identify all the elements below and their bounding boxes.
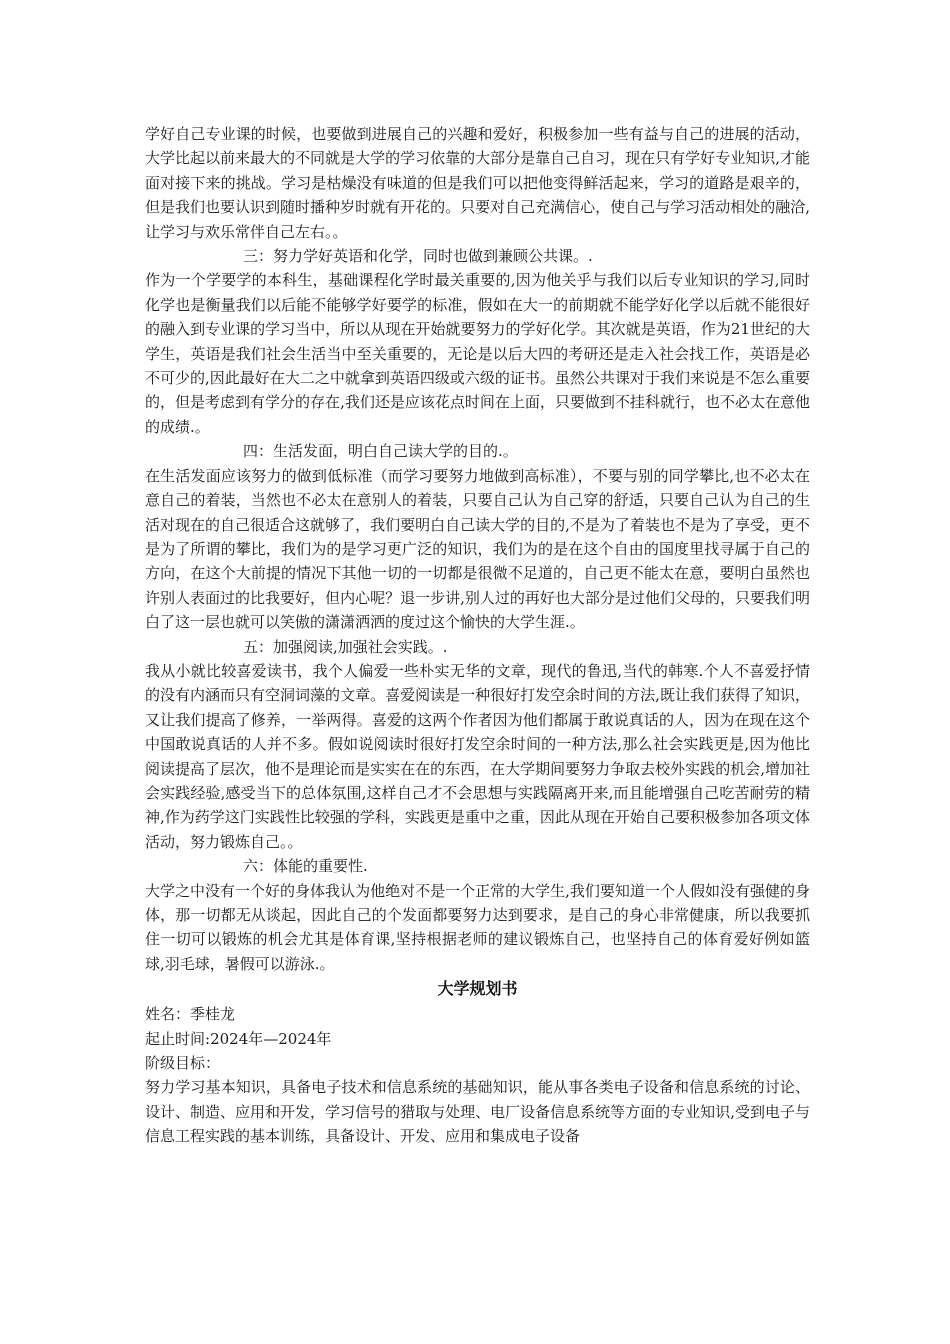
section-5-paragraph: 我从小就比较喜爱读书，我个人偏爱一些朴实无华的文章，现代的鲁迅,当代的韩寒.个人不喜爱抒情的没有内涵而只有空洞词藻的文章。喜爱阅读是一种很好打发空余时间的方法,既让我们获得了知识，又让我们提高了修养，一举两得。喜爱的这两个作者因为他们都属于敢说真话的人，因为在现在这个中国敢说真话的人并不多。假如说阅读时很好打发空余时间的一种方法,那么社会实践更是,因为他比阅读提高了层次，他不是理论而是实实在在的东西，在大学期间要努力争取去校外实践的机会,增加社会实践经验,感受当下的总体氛围,这样自己才不会思想与实践隔离开来,而且能增强自己吃苦耐劳的精神,作为药学这门实践性比较强的学科，实践更是重中之重，因此从现在开始自己要积极参加各项文体活动，努力锻炼自己。。 xyxy=(145,661,810,851)
period-label: 起止时间: xyxy=(145,1029,211,1048)
period-line xyxy=(145,1027,810,1051)
period-value: 2024年—2024年 xyxy=(210,1029,332,1048)
section-2-tail-paragraph: 学好自己专业课的时候，也要做到进展自己的兴趣和爱好，积极参加一些有益与自己的进展的活动，大学比起以前来最大的不同就是大学的学习依靠的大部分是靠自己自习，现在只有学好专业知识,才能面对接下来的挑战。学习是枯燥没有味道的但是我们可以把他变得鲜活起来，学习的道路是艰辛的，但是我们也要认识到随时播种岁时就有开花的。只要对自己充满信心，使自己与学习活动相处的融洽,让学习与欢乐常伴自己左右。。 xyxy=(145,125,810,241)
section-4-paragraph: 在生活发面应该努力的做到低标准（而学习要努力地做到高标准），不要与别的同学攀比,也不必太在意自己的着装，当然也不必太在意别人的着装，只要自己认为自己穿的舒适，只要自己认为自己的生活对现在的自己很适合这就够了，我们要明白自己读大学的目的,不是为了着装也不是为了享受，更不是为了所谓的攀比，我们为的是学习更广泛的知识，我们为的是在这个自由的国度里找寻属于自己的方向，在这个大前提的情况下其他一切的一切都是很微不足道的，自己更不能太在意，要明白虽然也许别人表面过的比我要好，但内心呢？退一步讲,别人过的再好也大部分是过他们父母的，只要我们明白了这一层也就可以笑傲的潇潇洒洒的度过这个愉快的大学生涯.。 xyxy=(145,466,810,632)
section-5-heading: 五：加强阅读,加强社会实践。. xyxy=(243,637,448,656)
name-line xyxy=(145,1002,810,1026)
section-4-heading: 四：生活发面，明白自己读大学的目的.。 xyxy=(243,442,518,461)
section-3-paragraph: 作为一个学要学的本科生，基础课程化学时最关重要的,因为他关乎与我们以后专业知识的学习,同时化学也是衡量我们以后能不能够学好要学的标准，假如在大一的前期就不能学好化学以后就不能很好的融入到专业课的学习当中，所以从现在开始就要努力的学好化学。其次就是英语，作为21世纪的大学生，英语是我们社会生活当中至关重要的，无论是以后大四的考研还是走入社会找工作，英语是必不可少的,因此最好在大二之中就拿到英语四级或六级的证书。虽然公共课对于我们来说是不怎么重要的，但是考虑到有学分的存在,我们还是应该花点时间在上面，只要做到不挂科就行，也不必太在意他的成绩.。 xyxy=(145,271,810,436)
section-6-paragraph: 大学之中没有一个好的身体我认为他绝对不是一个正常的大学生,我们要知道一个人假如没有强健的身体，那一切都无从谈起，因此自己的个发面都要努力达到要求，是自己的身心非常健康，所以我要抓住一切可以锻炼的机会尤其是体育课,坚持根据老师的建议锻炼自己，也坚持自己的体育爱好例如篮球,羽毛球，暑假可以游泳.。 xyxy=(145,881,810,973)
name-label: 姓名： xyxy=(145,1005,191,1024)
section-6-heading: 六：体能的重要性. xyxy=(243,857,368,876)
stage-goal-label: 阶级目标： xyxy=(145,1054,221,1073)
goal-paragraph: 努力学习基本知识，具备电子技术和信息系统的基础知识，能从事各类电子设备和信息系统的讨论、设计、制造、应用和开发，学习信号的猎取与处理、电厂设备信息系统等方面的专业知识,受到电子与信息工程实践的基本训练，具备设计、开发、应用和集成电子设备 xyxy=(145,1078,810,1146)
name-value: 季桂龙 xyxy=(190,1005,236,1024)
document-page xyxy=(145,122,810,1149)
section-3-heading: 三：努力学好英语和化学，同时也做到兼顾公共课。. xyxy=(243,247,593,266)
plan-title: 大学规划书 xyxy=(437,979,518,999)
